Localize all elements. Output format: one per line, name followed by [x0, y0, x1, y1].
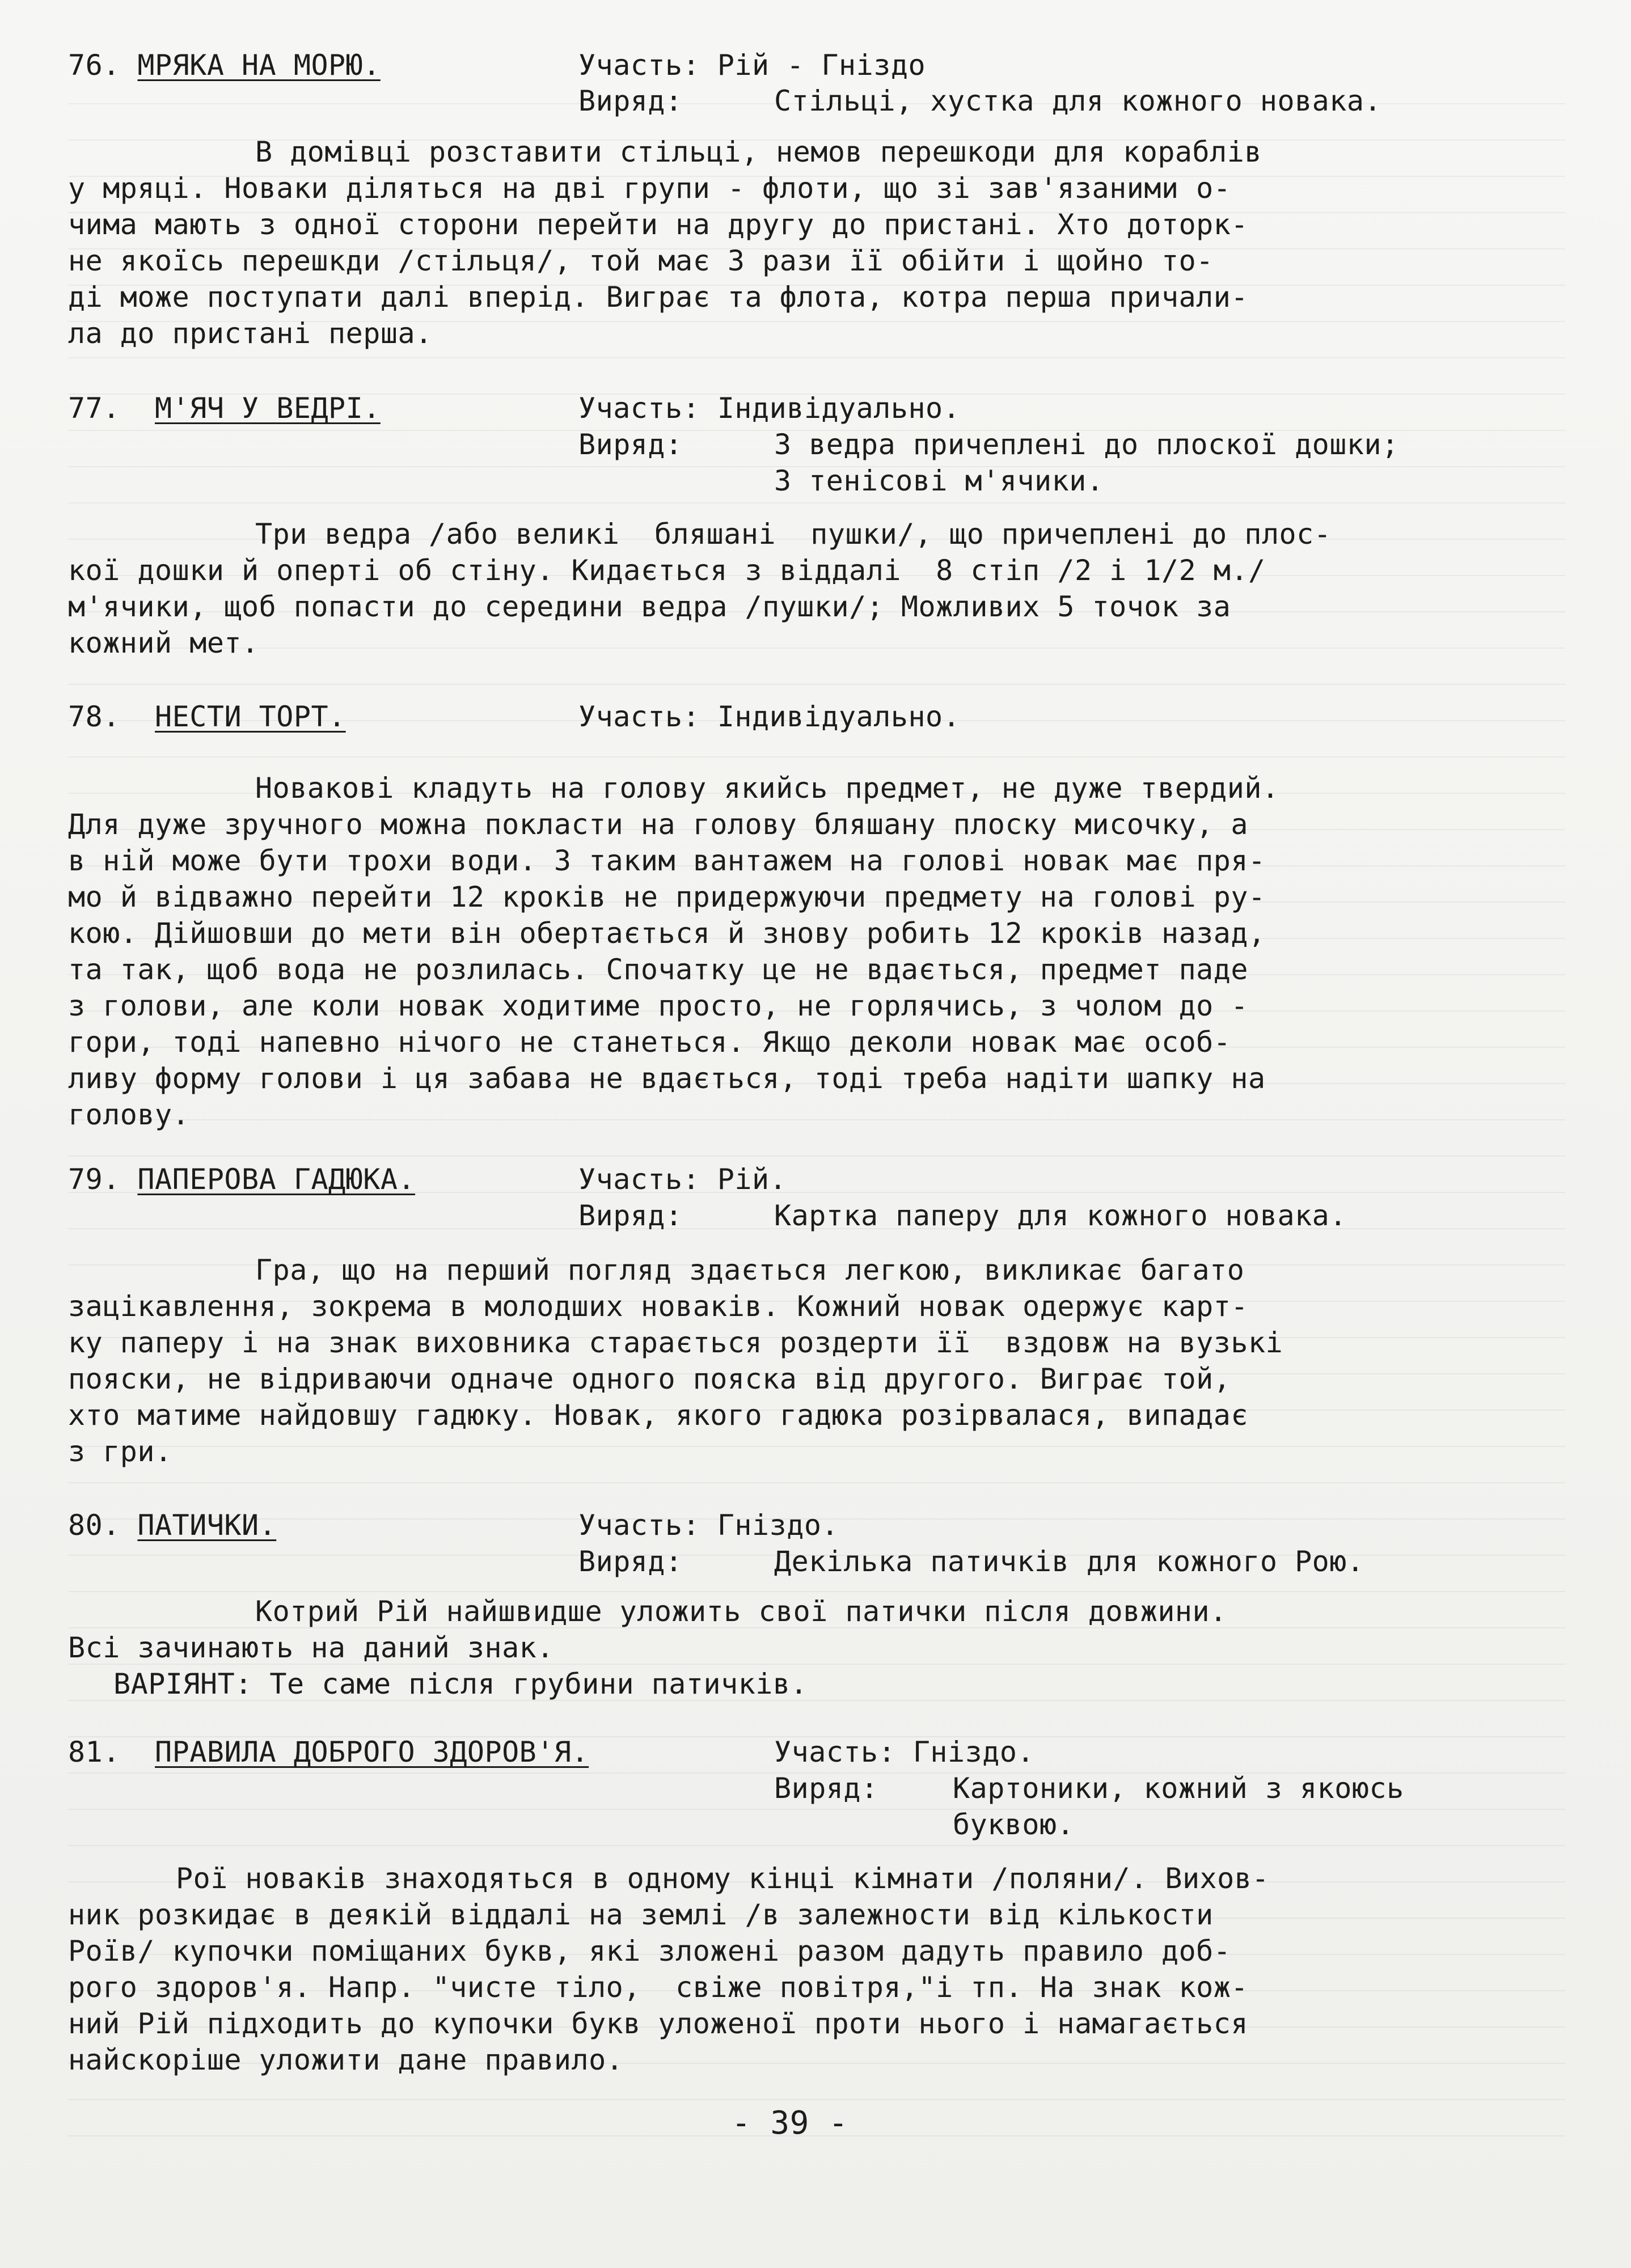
game-79-body-line: Гра, що на перший погляд здається легкою, викликає багато	[255, 1254, 1245, 1287]
game-79-body-line: пояски, не відриваючи одначе одного пояска від другого. Виграє той,	[68, 1363, 1231, 1395]
game-77-body-line: кої дошки й оперті об стіну. Кидається з віддалі 8 стіп /2 і 1/2 м./	[68, 554, 1266, 587]
game-77-body-line: м'ячики, щоб попасти до середини ведра /пушки/; Можливих 5 точок за	[68, 590, 1231, 623]
game-80-equipment-label: Виряд:	[578, 1545, 683, 1578]
game-78-body-line: голову.	[68, 1098, 190, 1131]
game-77-body-line: кожний мет.	[68, 627, 259, 659]
game-76-body-line: у мряці. Новаки діляться на дві групи - флоти, що зі зав'язаними о-	[68, 172, 1231, 205]
game-76-body-line: ла до пристані перша.	[68, 317, 433, 350]
game-78-body-line: мо й відважно перейти 12 кроків не придержуючи предмету на голові ру-	[68, 881, 1266, 913]
game-78-heading: 78. НЕСТИ ТОРТ.	[68, 700, 346, 733]
game-78-body-line: та так, щоб вода не розлилась. Спочатку це не вдається, предмет паде	[68, 953, 1248, 986]
game-81-equipment-label: Виряд:	[774, 1772, 878, 1805]
game-81-heading: 81. ПРАВИЛА ДОБРОГО ЗДОРОВ'Я.	[68, 1736, 589, 1768]
game-77-heading: 77. М'ЯЧ У ВЕДРІ.	[68, 392, 381, 425]
game-78-body-line: з голови, але коли новак ходитиме просто, не горлячись, з чолом до -	[68, 989, 1248, 1022]
game-79-equipment-label: Виряд:	[578, 1199, 683, 1232]
game-78-body-line: ливу форму голови і ця забава не вдається, тоді треба надіти шапку на	[68, 1062, 1266, 1095]
game-80-equipment: Декілька патичків для кожного Рою.	[774, 1545, 1364, 1578]
game-77-equipment-label: Виряд:	[578, 428, 683, 461]
game-81-body-line: рого здоров'я. Напр. "чисте тіло, свіже повітря,"і тп. На знак кож-	[68, 1971, 1248, 2004]
game-79-body-line: зацікавлення, зокрема в молодших новаків. Кожний новак одержує карт-	[68, 1290, 1248, 1323]
game-78-participation: Участь: Індивідуально.	[578, 700, 961, 733]
game-81-body-line: ник розкидає в деякій віддалі на землі /в залежности від кількости	[68, 1898, 1214, 1931]
game-76-body-line: не якоїсь перешкди /стільця/, той має 3 рази її обійти і щойно то-	[68, 244, 1214, 277]
game-78-body-line: Для дуже зручного можна покласти на голову бляшану плоску мисочку, а	[68, 808, 1248, 841]
game-79-participation: Участь: Рій.	[578, 1163, 787, 1196]
game-78-body-line: в ній може бути трохи води. З таким вантажем на голові новак має пря-	[68, 844, 1266, 877]
game-80-body-line: Котрий Рій найшвидше уложить свої патички після довжини.	[255, 1595, 1227, 1628]
game-79-body-line: ку паперу і на знак виховника старається роздерти її вздовж на вузькі	[68, 1326, 1283, 1359]
game-80-participation: Участь: Гніздо.	[578, 1509, 839, 1542]
game-76-equipment: Стільці, хустка для кожного новака.	[774, 84, 1382, 117]
game-81-participation: Участь: Гніздо.	[774, 1736, 1035, 1768]
game-80-heading: 80. ПАТИЧКИ.	[68, 1509, 277, 1542]
game-76-body-line: В домівці розставити стільці, немов перешкоди для кораблів	[255, 136, 1262, 168]
game-81-equipment: буквою.	[953, 1808, 1075, 1841]
game-78-body-line: кою. Дійшовши до мети він обертається й знову робить 12 кроків назад,	[68, 917, 1266, 950]
game-79-body-line: з гри.	[68, 1435, 172, 1468]
game-77-participation: Участь: Індивідуально.	[578, 392, 961, 425]
game-78-body-line: гори, тоді напевно нічого не станеться. Якщо деколи новак має особ-	[68, 1026, 1231, 1059]
game-81-body-line: Рої новаків знаходяться в одному кінці кімнати /поляни/. Вихов-	[176, 1862, 1269, 1895]
game-76-body-line: чима мають з одної сторони перейти на другу до пристані. Хто доторк-	[68, 208, 1248, 241]
game-79-body-line: хто матиме найдовшу гадюку. Новак, якого гадюка розірвалася, випадає	[68, 1399, 1248, 1432]
game-77-equipment: 3 тенісові м'ячики.	[774, 464, 1104, 497]
game-76-body-line: ді може поступати далі вперід. Виграє та флота, котра перша причали-	[68, 281, 1248, 314]
game-79-equipment: Картка паперу для кожного новака.	[774, 1199, 1347, 1232]
game-81-body-line: найскоріше уложити дане правило.	[68, 2043, 624, 2076]
game-81-body-line: Роїв/ купочки поміщаних букв, які зложені разом дадуть правило доб-	[68, 1935, 1231, 1967]
game-80-body-line: Всі зачинають на даний знак.	[68, 1631, 554, 1664]
game-80-variant: ВАРІЯНТ: Те саме після грубини патичків.	[113, 1668, 808, 1700]
game-76-equipment-label: Виряд:	[578, 84, 683, 117]
game-77-body-line: Три ведра /або великі бляшані пушки/, що причеплені до плос-	[255, 518, 1332, 551]
game-78-body-line: Новакові кладуть на голову якийсь предмет, не дуже твердий.	[255, 772, 1279, 805]
game-81-body-line: ний Рій підходить до купочки букв уложеної проти нього і намагається	[68, 2007, 1248, 2040]
page-number: - 39 -	[732, 2105, 848, 2142]
show-through-texture	[68, 68, 1565, 2166]
game-77-equipment: 3 ведра причеплені до плоскої дошки;	[774, 428, 1399, 461]
game-79-heading: 79. ПАПЕРОВА ГАДЮКА.	[68, 1163, 416, 1196]
game-76-heading: 76. МРЯКА НА МОРЮ.	[68, 49, 381, 82]
game-76-participation: Участь: Рій - Гніздо	[578, 49, 926, 82]
game-81-equipment: Картоники, кожний з якоюсь	[953, 1772, 1404, 1805]
